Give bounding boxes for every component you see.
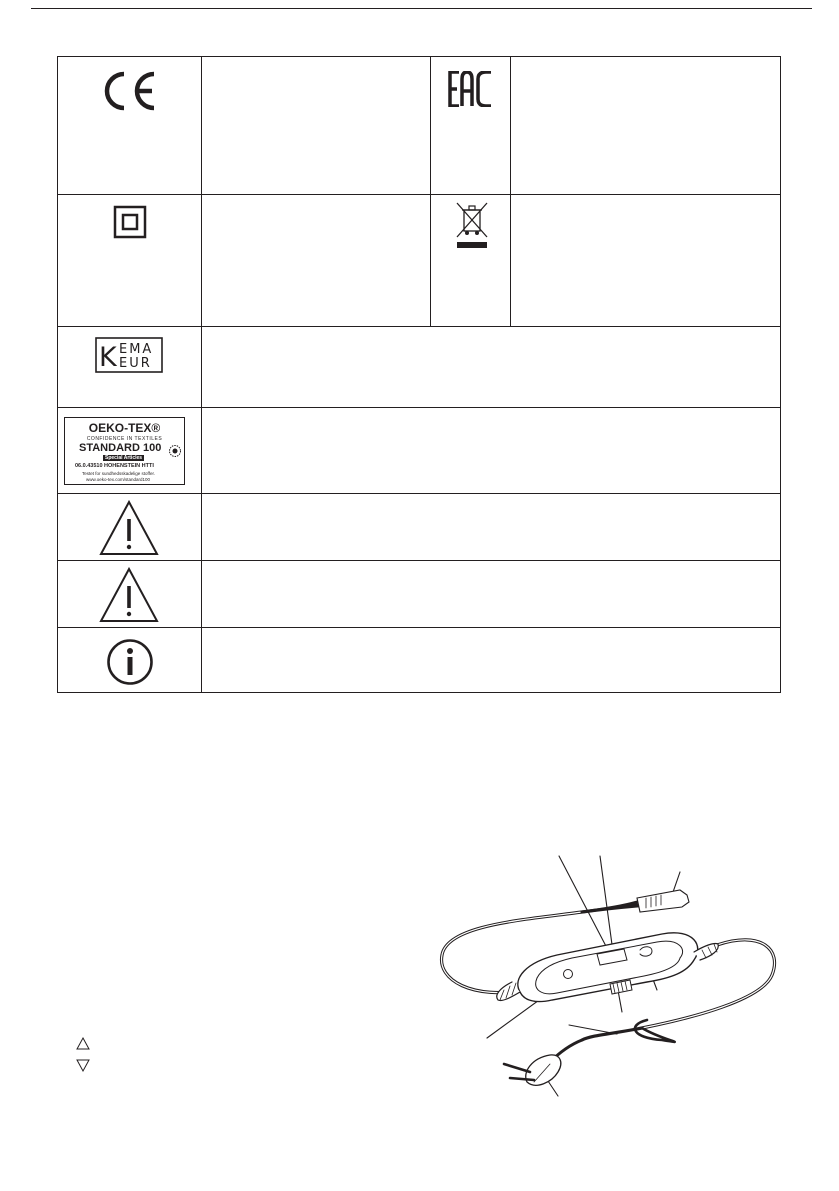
oeko-cert: 06.0.43510 HOHENSTEIN HTTI [75, 463, 154, 469]
symbol-cell-kema [58, 327, 202, 407]
double-insulation-icon [113, 205, 147, 239]
oeko-url: www.oeko-tex.com/standard100 [86, 477, 151, 482]
eac-mark-icon [448, 71, 494, 107]
symbol-row-warning-2 [58, 561, 780, 628]
info-circle-icon [106, 638, 154, 686]
oeko-tested: Testet for sundhedsskadelige stoffer. [82, 471, 155, 476]
kema-line2: EUR [119, 356, 152, 371]
symbol-cell-ce [58, 57, 202, 194]
symbol-cell-weee [431, 195, 511, 326]
symbol-desc-ce [202, 57, 431, 194]
kema-line1: EMA [119, 342, 154, 357]
oeko-tagline: CONFIDENCE IN TEXTILES [86, 436, 163, 442]
triangle-down-icon [77, 1060, 89, 1071]
oeko-flower-icon [168, 444, 182, 458]
top-rule [31, 8, 812, 9]
weee-crossed-bin-icon [455, 201, 489, 251]
ce-mark-icon [100, 71, 158, 111]
oeko-class: Special Articles [105, 455, 143, 461]
symbol-row-kema [58, 327, 780, 408]
kema-k-letter: K [99, 342, 117, 373]
symbol-desc-eac [511, 57, 780, 194]
symbol-row-class2-weee [58, 195, 780, 327]
warning-triangle-icon [98, 499, 160, 557]
symbol-desc-kema [202, 327, 780, 407]
symbols-table [57, 56, 781, 693]
symbol-desc-warning-1 [202, 494, 780, 560]
symbol-cell-oekotex [58, 408, 202, 493]
symbol-row-info [58, 628, 780, 692]
symbol-cell-class2 [58, 195, 202, 326]
oeko-standard: STANDARD 100 [79, 442, 162, 454]
symbol-desc-info [202, 628, 780, 692]
symbol-desc-class2 [202, 195, 431, 326]
triangle-up-icon [77, 1038, 89, 1049]
oeko-brand: OEKO-TEX® [88, 421, 161, 435]
symbol-cell-warning-1 [58, 494, 202, 560]
symbol-row-ce-eac [58, 57, 780, 195]
symbol-row-warning-1 [58, 494, 780, 561]
symbol-desc-warning-2 [202, 561, 780, 627]
controller-with-cord-and-plug-icon [432, 850, 792, 1100]
connector-body [637, 890, 689, 912]
kema-keur-icon [95, 337, 163, 373]
leader-line-1 [559, 856, 608, 950]
symbol-desc-weee [511, 195, 780, 326]
oeko-tex-label-icon [64, 417, 185, 485]
symbol-row-oekotex [58, 408, 780, 494]
controls-legend [75, 1036, 91, 1076]
warning-triangle-icon [98, 566, 160, 624]
symbol-cell-info [58, 628, 202, 692]
symbol-cell-warning-2 [58, 561, 202, 627]
plug-pin-1 [504, 1064, 530, 1072]
symbol-cell-eac [431, 57, 511, 194]
symbol-desc-oekotex [202, 408, 780, 493]
